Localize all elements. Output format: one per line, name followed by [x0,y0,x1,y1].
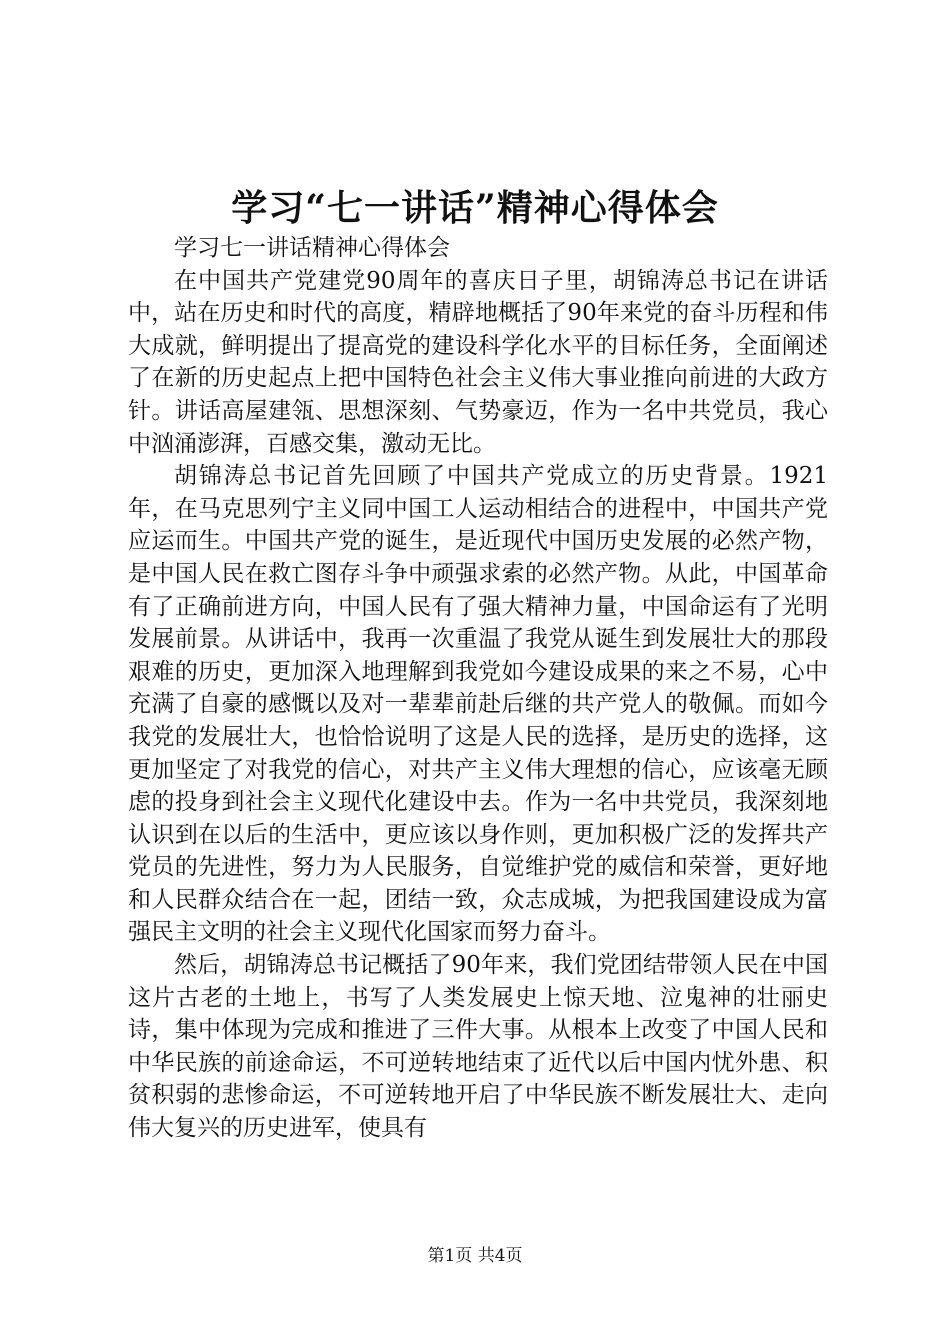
paragraph-3: 然后，胡锦涛总书记概括了90年来，我们党团结带领人民在中国这片古老的土地上，书写了人类发展史上惊天地、泣鬼神的壮丽史诗，集中体现为完成和推进了三件大事。从根本上改变了中国人民和中华民族的前途命运，不可逆转地结束了近代以后中国内忧外患、积贫积弱的悲惨命运，不可逆转地开启了中华民族不断发展壮大、走向伟大复兴的历史进军，使具有 [128,952,828,1142]
paragraph-2: 胡锦涛总书记首先回顾了中国共产党成立的历史背景。1921年，在马克思列宁主义同中国工人运动相结合的进程中，中国共产党应运而生。中国共产党的诞生，是近现代中国历史发展的必然产物，是中国人民在救亡图存斗争中顽强求索的必然产物。从此，中国革命有了正确前进方向，中国人民有了强大精神力量，中国命运有了光明发展前景。从讲话中，我再一次重温了我党从诞生到发展壮大的那段艰难的历史，更加深入地理解到我党如今建设成果的来之不易，心中充满了自豪的感慨以及对一辈辈前赴后继的共产党人的敬佩。而如今我党的发展壮大，也恰恰说明了这是人民的选择，是历史的选择，这更加坚定了对我党的信心，对共产主义伟大理想的信心，应该毫无顾虑的投身到社会主义现代化建设中去。作为一名中共党员，我深刻地认识到在以后的生活中，更应该以身作则，更加积极广泛的发挥共产党员的先进性，努力为人民服务，自觉维护党的威信和荣誉，更好地和人民群众结合在一起，团结一致，众志成城，为把我国建设成为富强民主文明的社会主义现代化国家而努力奋斗。 [128,463,828,946]
document-body [128,232,828,1145]
paragraph-1: 在中国共产党建党90周年的喜庆日子里，胡锦涛总书记在讲话中，站在历史和时代的高度，精辟地概括了90年来党的奋斗历程和伟大成就，鲜明提出了提高党的建设科学化水平的目标任务，全面阐述了在新的历史起点上把中国特色社会主义伟大事业推向前进的大政方针。讲话高屋建瓴、思想深刻、气势豪迈，作为一名中共党员，我心中汹涌澎湃，百感交集，激动无比。 [128,267,828,457]
document-title: 学习“七一讲话”精神心得体会 [231,187,719,229]
page-number-footer: 第1页 共4页 [427,1246,523,1266]
document-subtitle: 学习七一讲话精神心得体会 [174,235,450,261]
